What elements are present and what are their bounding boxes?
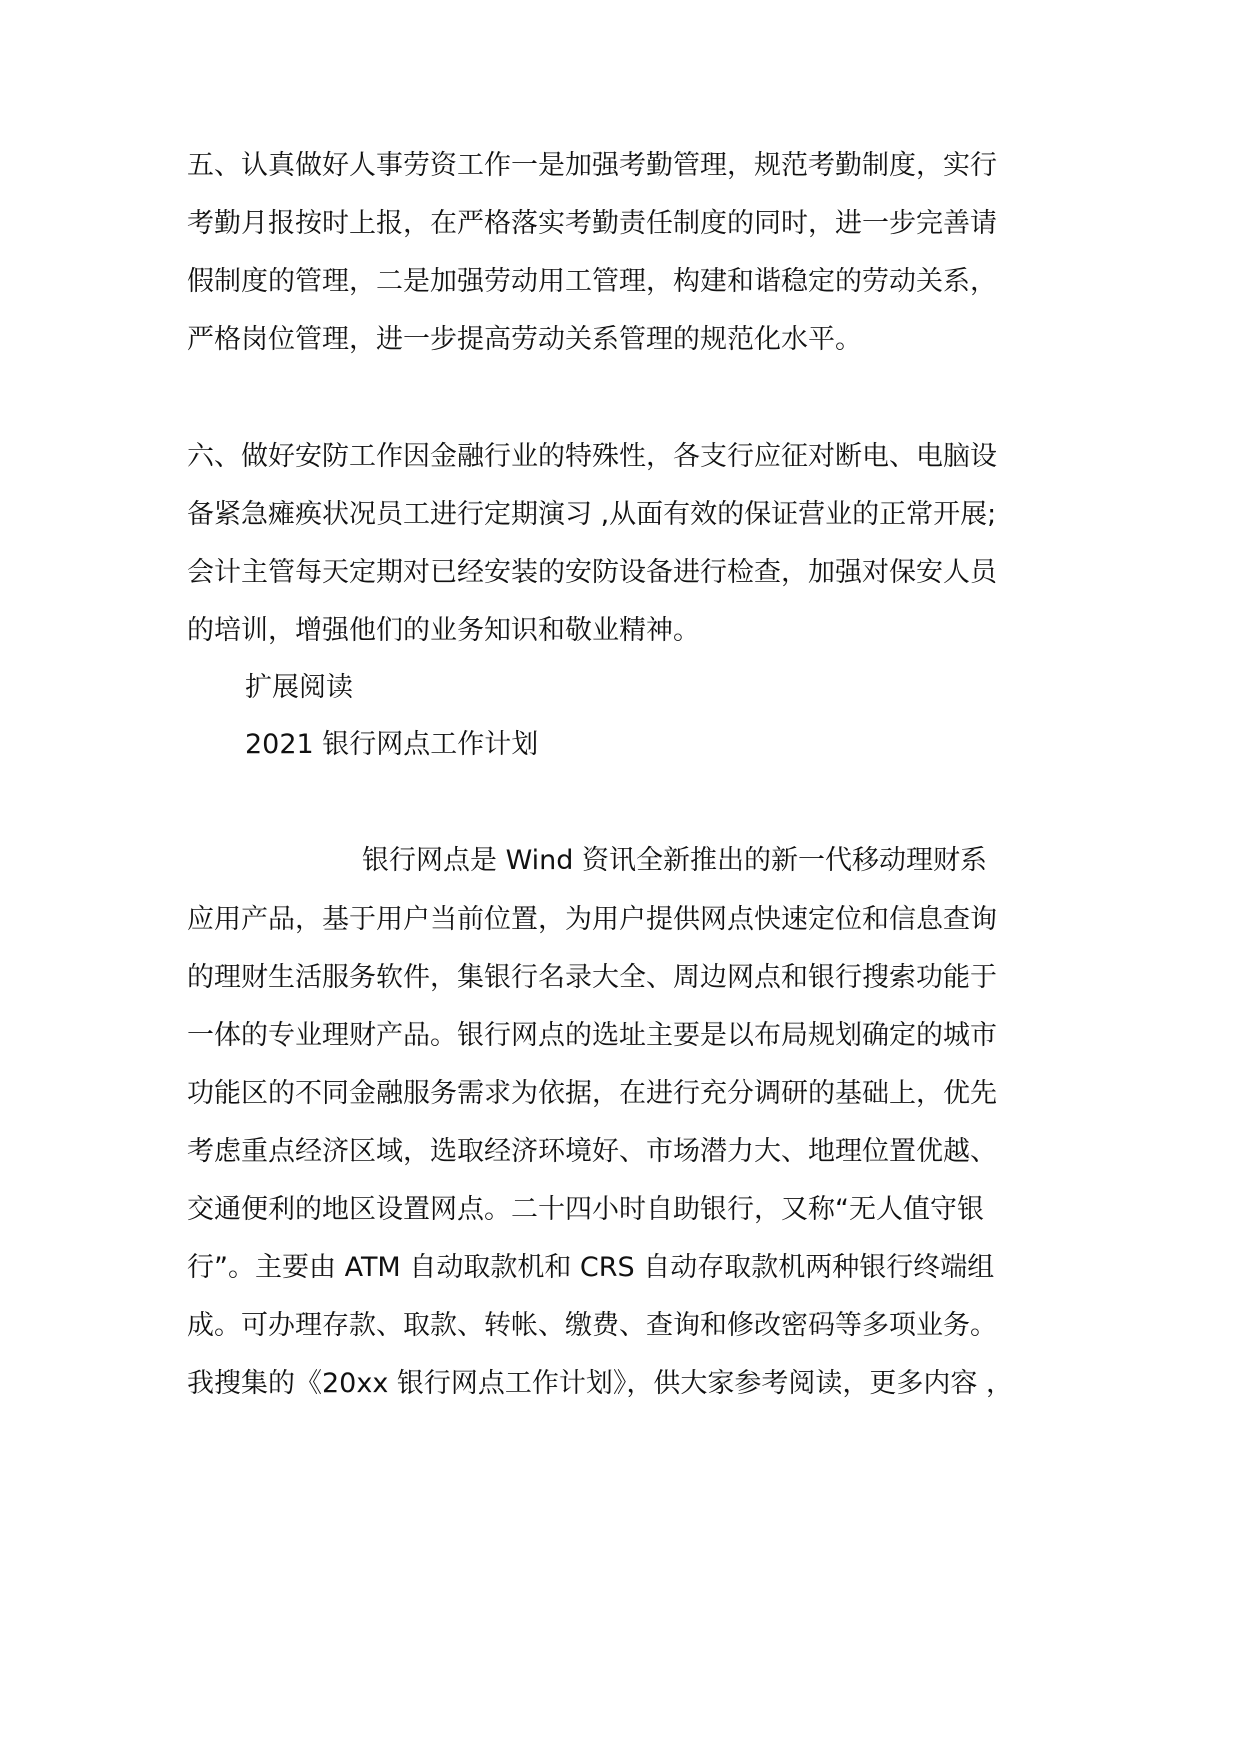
extended-reading-heading: 扩展阅读	[245, 672, 353, 703]
extended-reading-title: 2021 银行网点工作计划	[245, 729, 539, 760]
intro-line-2: 应用产品，基于用户当前位置，为用户提供网点快速定位和信息查询	[187, 904, 997, 935]
section-five-line-3: 假制度的管理，二是加强劳动用工管理，构建和谐稳定的劳动关系，	[187, 266, 997, 297]
section-five-line-1: 五、认真做好人事劳资工作一是加强考勤管理，规范考勤制度，实行	[187, 150, 997, 181]
intro-line-6: 考虑重点经济区域，选取经济环境好、市场潜力大、地理位置优越、	[187, 1136, 997, 1167]
intro-line-7: 交通便利的地区设置网点。二十四小时自助银行，又称“无人值守银	[187, 1194, 984, 1225]
section-six-line-2: 备紧急瘫痪状况员工进行定期演习 ,从面有效的保证营业的正常开展;	[187, 499, 997, 530]
section-six-line-3: 会计主管每天定期对已经安装的安防设备进行检查，加强对保安人员	[187, 557, 997, 588]
intro-line-5: 功能区的不同金融服务需求为依据，在进行充分调研的基础上，优先	[187, 1078, 997, 1109]
section-six-line-4: 的培训，增强他们的业务知识和敬业精神。	[187, 615, 700, 646]
intro-line-10: 我搜集的《20xx 银行网点工作计划》，供大家参考阅读，更多内容 ，	[187, 1368, 1013, 1399]
section-five-line-2: 考勤月报按时上报，在严格落实考勤责任制度的同时，进一步完善请	[187, 208, 997, 239]
intro-line-9: 成。可办理存款、取款、转帐、缴费、查询和修改密码等多项业务。	[187, 1310, 997, 1341]
intro-line-4: 一体的专业理财产品。银行网点的选址主要是以布局规划确定的城市	[187, 1020, 997, 1051]
intro-line-8: 行”。主要由 ATM 自动取款机和 CRS 自动存取款机两种银行终端组	[187, 1252, 995, 1283]
intro-line-1: 银行网点是 Wind 资讯全新推出的新一代移动理财系	[362, 845, 988, 876]
section-six-line-1: 六、做好安防工作因金融行业的特殊性，各支行应征对断电、电脑设	[187, 441, 997, 472]
intro-line-3: 的理财生活服务软件，集银行名录大全、周边网点和银行搜索功能于	[187, 962, 997, 993]
section-five-line-4: 严格岗位管理，进一步提高劳动关系管理的规范化水平。	[187, 324, 862, 355]
